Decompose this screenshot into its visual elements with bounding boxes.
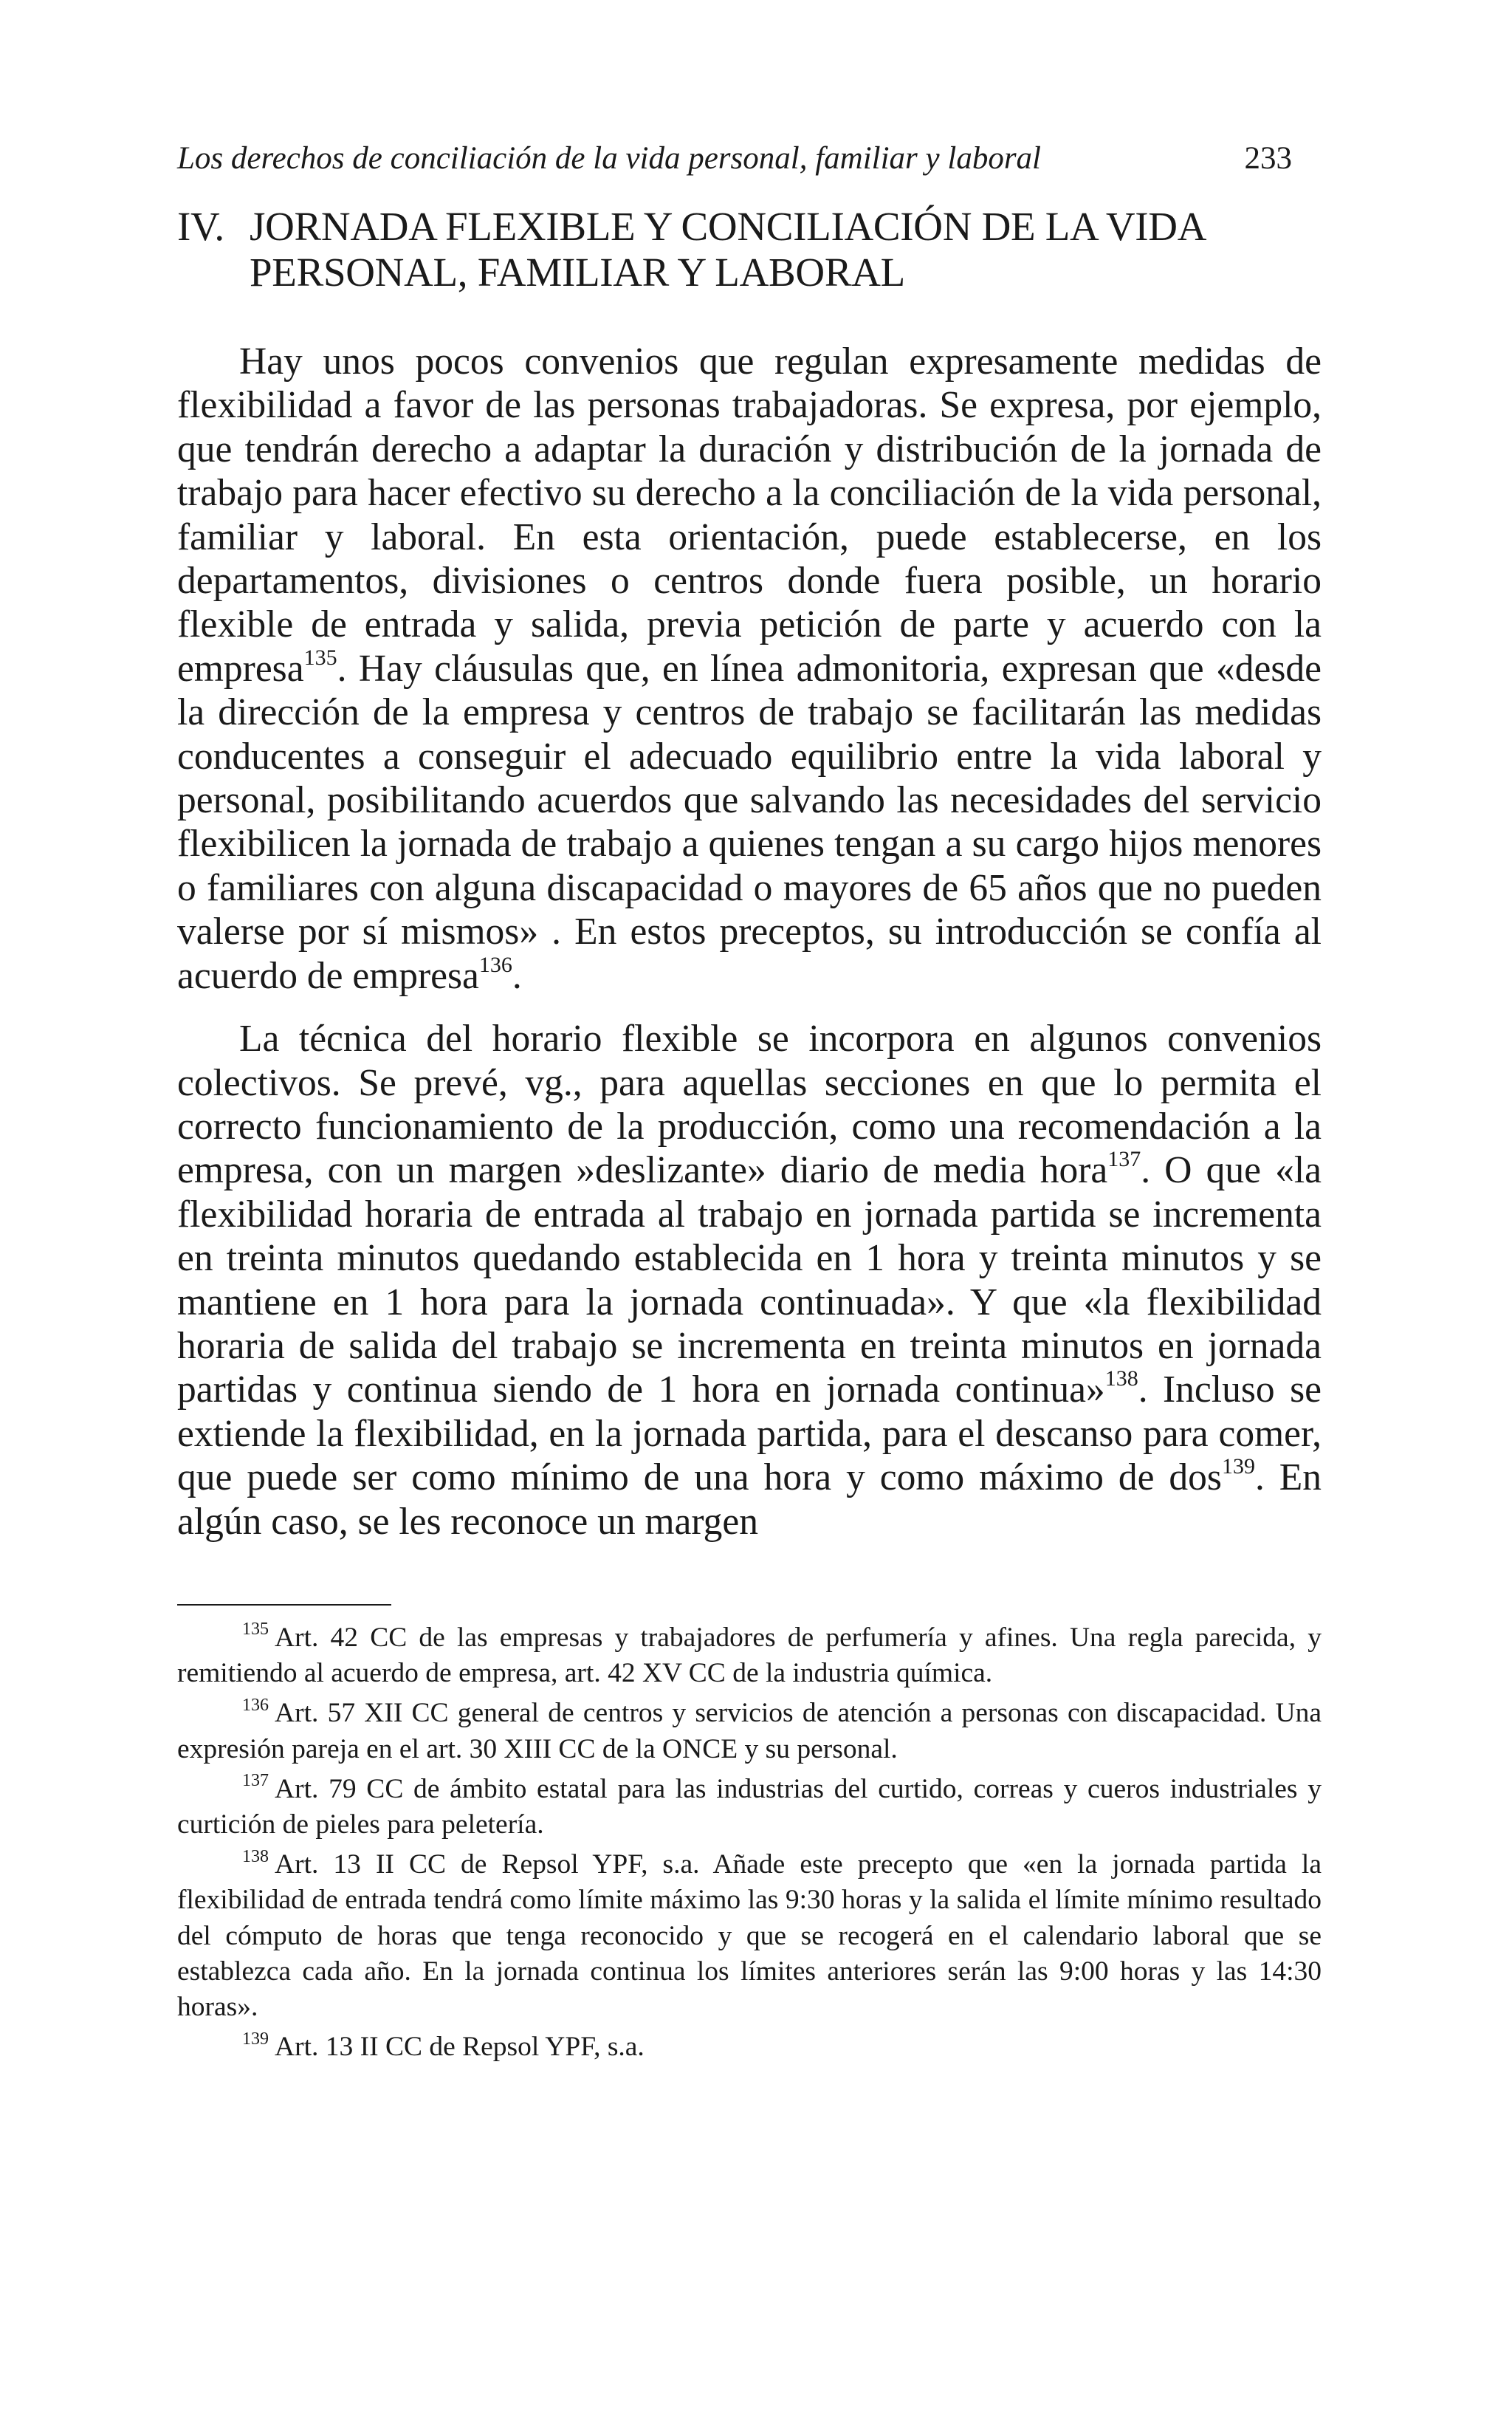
paragraph-text: . Incluso se extiende la flexibilidad, en la jornada partida, para el descanso para comer, que puede ser como mínimo de una hora y como máximo de dos [177, 1368, 1322, 1499]
section-title [250, 204, 1322, 295]
footnote-number: 136 [242, 1695, 269, 1715]
footnote-ref-139[interactable]: 139 [1221, 1454, 1255, 1479]
footnote-number: 138 [242, 1846, 269, 1866]
footnote-number: 135 [242, 1620, 269, 1640]
page-number: 233 [1244, 141, 1292, 176]
footnote-text: Art. 13 II CC de Repsol YPF, s.a. Añade este precepto que «en la jornada partida la flexibilidad de entrada tendrá como límite máximo las 9:30 horas y la salida el límite mínimo resultado del cómputo de horas que tenga reconocido y que se recogerá en el calendario laboral que se establezca cada año. En la jornada continua los límites anteriores serán las 9:00 horas y las 14:30 horas». [177, 1849, 1322, 2022]
footnote-ref-135[interactable]: 135 [303, 645, 337, 670]
paragraph-text: Hay unos pocos convenios que regulan expresamente medidas de flexibilidad a favor de las personas trabajadoras. Se expresa, por ejemplo, que tendrán derecho a adaptar la duración y distribución de la jornada de trabajo para hacer efectivo su derecho a la conciliación de la vida personal, familiar y laboral. En esta orientación, puede establecerse, en los departamentos, divisiones o centros donde fuera posible, un horario flexible de entrada y salida, previa petición de parte y acuerdo con la empresa [177, 340, 1322, 690]
footnote-number: 139 [242, 2029, 269, 2049]
section-title-line-1: JORNADA FLEXIBLE Y CONCILIACIÓN DE LA VIDA [250, 204, 1207, 249]
footnote-text: Art. 42 CC de las empresas y trabajadores de perfumería y afines. Una regla parecida, y remitiendo al acuerdo de empresa, art. 42 XV CC de la industria química. [177, 1622, 1322, 1689]
section-title-line-2: PERSONAL, FAMILIAR Y LABORAL [250, 250, 905, 295]
footnote-text: Art. 13 II CC de Repsol YPF, s.a. [275, 2032, 645, 2063]
footnote-139 [177, 2029, 1322, 2065]
footnote-text: Art. 57 XII CC general de centros y servicios de atención a personas con discapacidad. Una expresión pareja en el art. 30 XIII CC de la ONCE y su personal. [177, 1698, 1322, 1764]
footnote-separator [177, 1604, 391, 1606]
section-number: IV. [177, 204, 224, 249]
footnote-ref-138[interactable]: 138 [1104, 1366, 1138, 1391]
footnote-ref-137[interactable]: 137 [1107, 1147, 1141, 1172]
paragraph-2 [177, 1017, 1322, 1544]
book-page [177, 133, 1322, 2065]
footnote-136 [177, 1696, 1322, 1767]
footnote-ref-136[interactable]: 136 [478, 952, 512, 977]
footnote-137 [177, 1772, 1322, 1843]
paragraph-text: . En algún caso, se les reconoce un margen [177, 1456, 1322, 1543]
footnote-135 [177, 1620, 1322, 1691]
body-text [177, 340, 1322, 1544]
paragraph-text: La técnica del horario flexible se incorpora en algunos convenios colectivos. Se prevé, vg., para aquellas secciones en que lo permita el correcto funcionamiento de la producción, como una recomendación a la empresa, con un margen »deslizante» diario de media hora [177, 1018, 1322, 1192]
paragraph-text: . Hay cláusulas que, en línea admonitoria, expresan que «desde la dirección de la empresa y centros de trabajo se facilitarán las medidas conducentes a conseguir el adecuado equilibrio entre la vida laboral y personal, posibilitando acuerdos que salvando las necesidades del servicio flexibilicen la jornada de trabajo a quienes tengan a su cargo hijos menores o familiares con alguna discapacidad o mayores de 65 años que no pueden valerse por sí mismos» . En estos preceptos, su introducción se confía al acuerdo de empresa [177, 647, 1322, 997]
paragraph-text: . [512, 954, 522, 997]
running-title: Los derechos de conciliación de la vida personal, familiar y laboral [177, 141, 1042, 176]
section-heading [177, 204, 1322, 295]
running-head [177, 133, 1322, 185]
paragraph-1 [177, 340, 1322, 998]
footnote-138 [177, 1847, 1322, 2025]
footnote-number: 137 [242, 1771, 269, 1791]
footnotes [177, 1620, 1322, 2065]
footnote-text: Art. 79 CC de ámbito estatal para las industrias del curtido, correas y cueros industriales y curtición de pieles para peletería. [177, 1773, 1322, 1840]
paragraph-text: . O que «la flexibilidad horaria de entrada al trabajo en jornada partida se incrementa en treinta minutos quedando establecida en 1 hora y treinta minutos y se mantiene en 1 hora para la jornada continuada». Y que «la flexibilidad horaria de salida del trabajo se incrementa en treinta minutos en jornada partidas y continua siendo de 1 hora en jornada continua» [177, 1149, 1322, 1411]
